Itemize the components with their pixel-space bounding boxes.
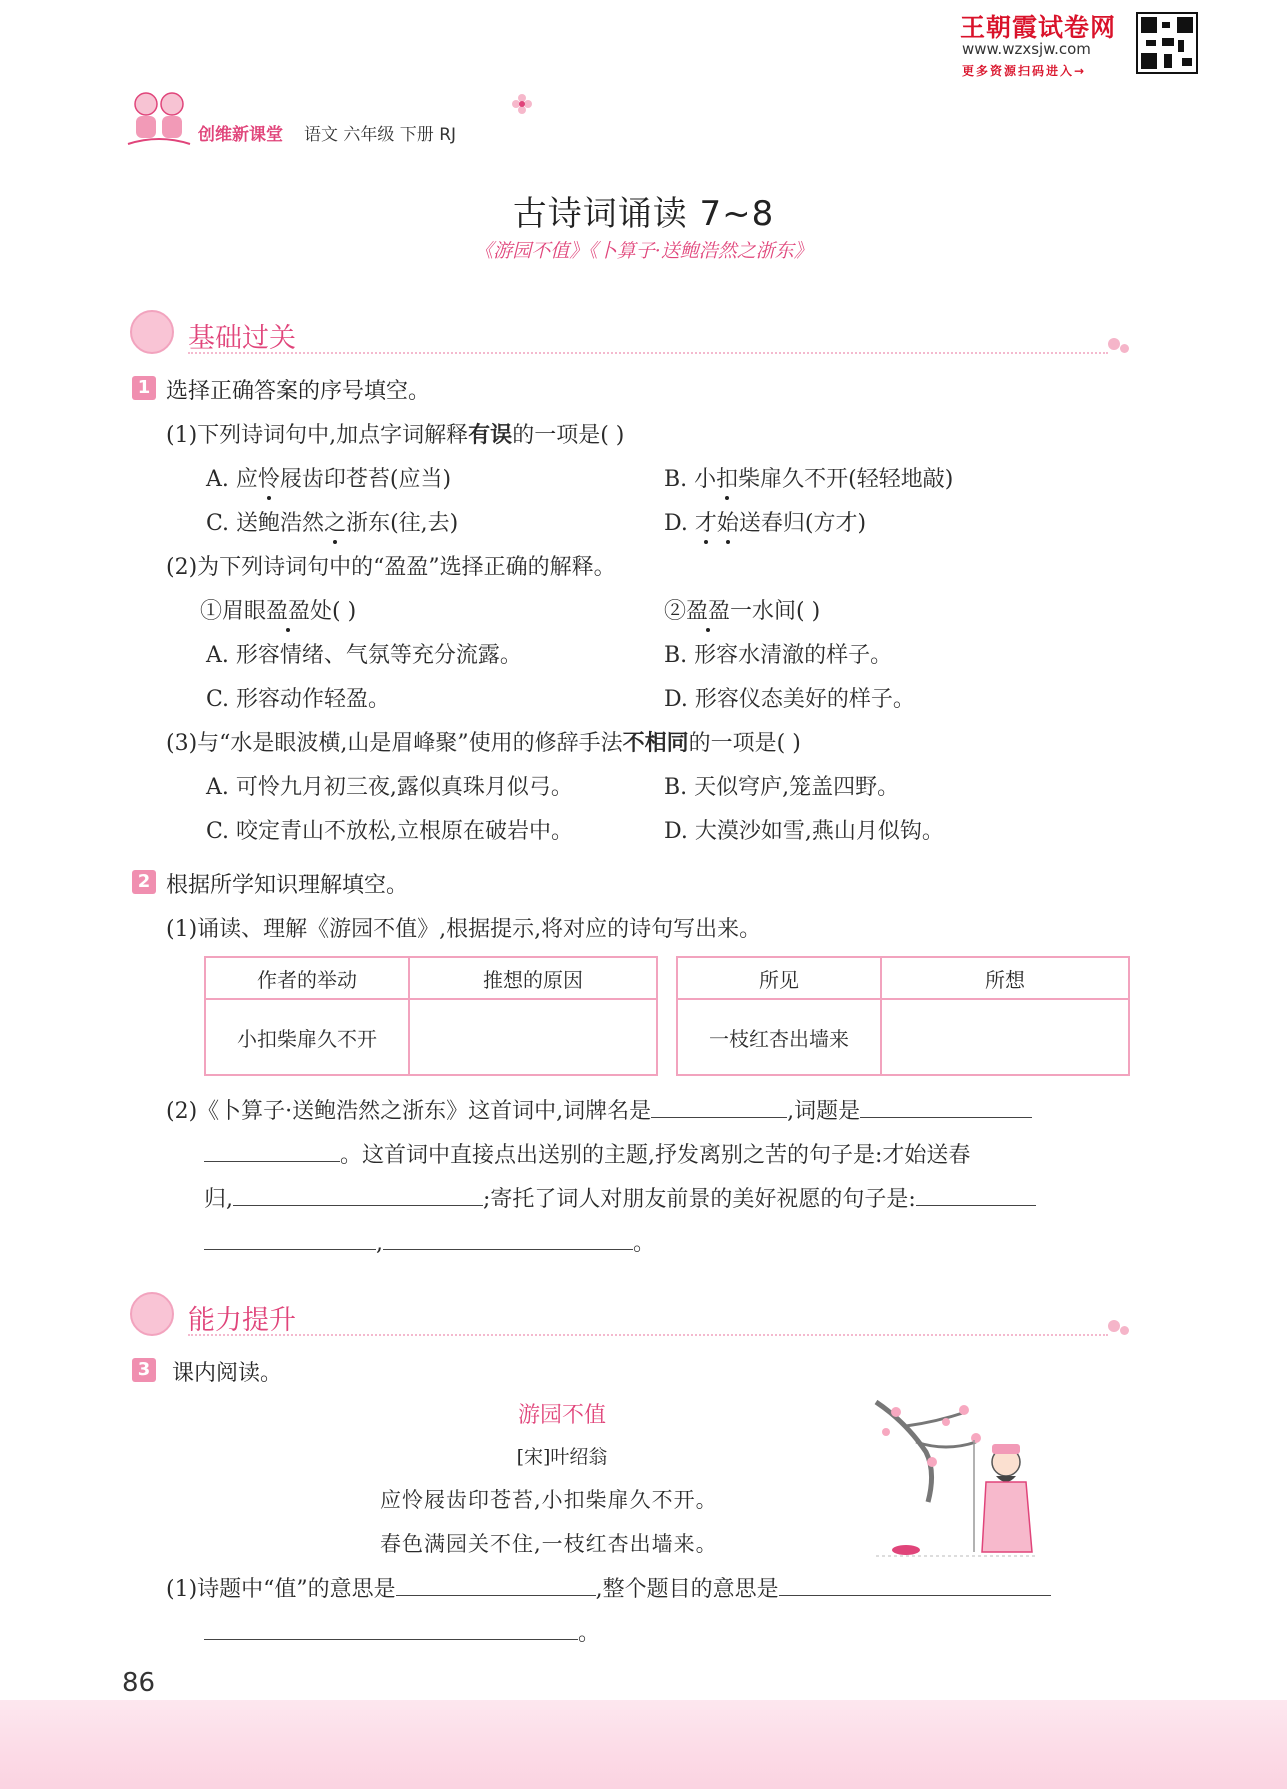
q1-part2-sub2[interactable] [664, 594, 820, 625]
section-bubble-icon [130, 1292, 174, 1336]
q1-part3-stem [166, 726, 801, 757]
dotted-char: 盈盈 [686, 599, 731, 624]
q2-part2-line2 [204, 1138, 970, 1169]
q1-option-b[interactable] [664, 462, 953, 493]
stem-text: ,词题是 [787, 1099, 861, 1124]
question-number: 1 [132, 376, 156, 400]
option-text: B. 小 [664, 467, 717, 492]
dotted-char: 扣 [716, 467, 739, 492]
brand-url: www.wzxsjw.com [962, 40, 1091, 58]
question-number: 3 [132, 1358, 156, 1382]
option-text: 柴扉久不开(轻轻地敲) [738, 467, 954, 492]
q1-option-c[interactable] [206, 506, 458, 537]
q1-part2-sub1[interactable] [200, 594, 356, 625]
q1-part2-option-d[interactable]: D. 形容仪态美好的样子。 [664, 687, 915, 712]
answer-blank[interactable] [651, 1116, 787, 1118]
answer-blank[interactable] [779, 1594, 1051, 1596]
stem-emphasis: 不相同 [622, 731, 689, 756]
answer-blank[interactable] [233, 1204, 483, 1206]
kids-mascot-icon [124, 88, 194, 154]
q1-part2-option-a[interactable]: A. 形容情绪、气氛等充分流露。 [206, 643, 522, 668]
brand-name: 王朝霞试卷网 [960, 13, 1117, 42]
q1-option-d[interactable] [664, 506, 866, 537]
q2-part2-line3 [204, 1182, 1036, 1213]
section-divider [188, 352, 1108, 354]
stem-text: ;寄托了词人对朋友前景的美好祝愿的句子是: [483, 1187, 916, 1212]
section-bubble-icon [130, 310, 174, 354]
answer-blank[interactable] [860, 1116, 1032, 1118]
option-text: D. [664, 511, 695, 536]
answer-blank[interactable] [204, 1160, 340, 1162]
stem-text: (1)下列诗词句中,加点字词解释 [166, 423, 469, 448]
option-text: 浙东(往,去) [346, 511, 459, 536]
table-action-reason [204, 956, 658, 1076]
q2-part1-stem: (1)诵读、理解《游园不值》,根据提示,将对应的诗句写出来。 [166, 917, 762, 942]
q1-part3-option-d[interactable]: D. 大漠沙如雪,燕山月似钩。 [664, 819, 944, 844]
answer-blank[interactable] [204, 1248, 376, 1250]
brand-tagline: 更多资源扫码进入→ [962, 64, 1087, 78]
sub-text: 一水间( ) [730, 599, 821, 624]
table-cell: 小扣柴扉久不开 [205, 999, 409, 1075]
dotted-char: 始 [716, 511, 739, 536]
q2-part2-line4 [204, 1226, 655, 1257]
poem-author: [宋]叶绍翁 [516, 1446, 608, 1468]
sub-text: ①眉眼 [200, 599, 267, 624]
table-header: 作者的举动 [205, 957, 409, 999]
option-text: 送春归(方才) [738, 511, 867, 536]
answer-blank[interactable] [396, 1594, 596, 1596]
dotted-char: 之 [324, 511, 347, 536]
stem-text: (1)诗题中“值”的意思是 [166, 1577, 396, 1602]
answer-blank[interactable] [204, 1638, 578, 1640]
q1-part3-option-b[interactable]: B. 天似穹庐,笼盖四野。 [664, 775, 900, 800]
q3-part1 [166, 1572, 1051, 1603]
page-title: 古诗词诵读 7~8 [512, 194, 775, 234]
decor-dot [1120, 344, 1129, 353]
q1-part3-option-a[interactable]: A. 可怜九月初三夜,露似真珠月似弓。 [206, 775, 573, 800]
dotted-char: 才 [694, 511, 717, 536]
stem-emphasis: 有误 [468, 423, 513, 448]
decor-dot [1120, 1326, 1129, 1335]
poem-line: 春色满园关不住,一枝红杏出墙来。 [380, 1532, 718, 1556]
question-title: 课内阅读。 [172, 1361, 283, 1386]
section-divider [188, 1334, 1108, 1336]
answer-cell[interactable] [409, 999, 657, 1075]
q3-part1-cont [204, 1616, 600, 1647]
stem-text: ,整个题目的意思是 [595, 1577, 779, 1602]
stem-text: (2)《卜算子·送鲍浩然之浙东》这首词中,词牌名是 [166, 1099, 652, 1124]
decor-dot [1108, 1320, 1120, 1332]
poem-title: 游园不值 [517, 1403, 606, 1428]
q1-part2-option-b[interactable]: B. 形容水清澈的样子。 [664, 643, 893, 668]
section-heading-basic: 基础过关 [188, 323, 296, 354]
book-info: 语文 六年级 下册 RJ [304, 125, 457, 145]
question-number: 2 [132, 870, 156, 894]
poem-line: 应怜屐齿印苍苔,小扣柴扉久不开。 [380, 1488, 718, 1512]
stem-text: 归, [204, 1187, 233, 1212]
page-subtitle: 《游园不值》《卜算子·送鲍浩然之浙东》 [474, 240, 813, 262]
stem-text: 。 [578, 1621, 601, 1646]
q1-part3-option-c[interactable]: C. 咬定青山不放松,立根原在破岩中。 [206, 819, 574, 844]
option-text: 屐齿印苍苔(应当) [279, 467, 452, 492]
dotted-char: 怜 [257, 467, 280, 492]
table-seen-thought [676, 956, 1130, 1076]
q1-option-a[interactable] [206, 462, 451, 493]
question-title: 根据所学知识理解填空。 [166, 873, 409, 898]
stem-text: 的一项是( ) [512, 423, 625, 448]
sub-text: ② [664, 599, 687, 624]
answer-blank[interactable] [383, 1248, 633, 1250]
stem-text: , [376, 1231, 383, 1256]
q2-part2-line1 [166, 1094, 1032, 1125]
dotted-char: 盈盈 [266, 599, 311, 624]
footer-band [0, 1700, 1287, 1789]
qr-code-icon [1136, 12, 1198, 74]
option-text: C. 送鲍浩然 [206, 511, 325, 536]
stem-text: 的一项是( ) [688, 731, 801, 756]
option-text: A. 应 [206, 467, 258, 492]
stem-text: 。这首词中直接点出送别的主题,抒发离别之苦的句子是:才始送春 [340, 1143, 971, 1168]
question-title: 选择正确答案的序号填空。 [166, 379, 431, 404]
page-number: 86 [122, 1668, 156, 1698]
table-header: 所见 [677, 957, 881, 999]
series-name: 创维新课堂 [198, 125, 283, 145]
decor-dot [1108, 338, 1120, 350]
table-header: 推想的原因 [409, 957, 657, 999]
flower-icon [510, 92, 534, 116]
stem-text: (3)与“水是眼波横,山是眉峰聚”使用的修辞手法 [166, 731, 623, 756]
answer-cell[interactable] [881, 999, 1129, 1075]
table-header: 所想 [881, 957, 1129, 999]
q1-part2-option-c[interactable]: C. 形容动作轻盈。 [206, 687, 391, 712]
answer-blank[interactable] [916, 1204, 1036, 1206]
q1-part2-stem: (2)为下列诗词句中的“盈盈”选择正确的解释。 [166, 555, 616, 580]
poet-with-apricot-branch-illustration [866, 1392, 1042, 1568]
table-cell: 一枝红杏出墙来 [677, 999, 881, 1075]
stem-text: 。 [633, 1231, 656, 1256]
q1-part1-stem [166, 418, 624, 449]
sub-text: 处( ) [310, 599, 357, 624]
section-heading-advanced: 能力提升 [188, 1305, 296, 1336]
